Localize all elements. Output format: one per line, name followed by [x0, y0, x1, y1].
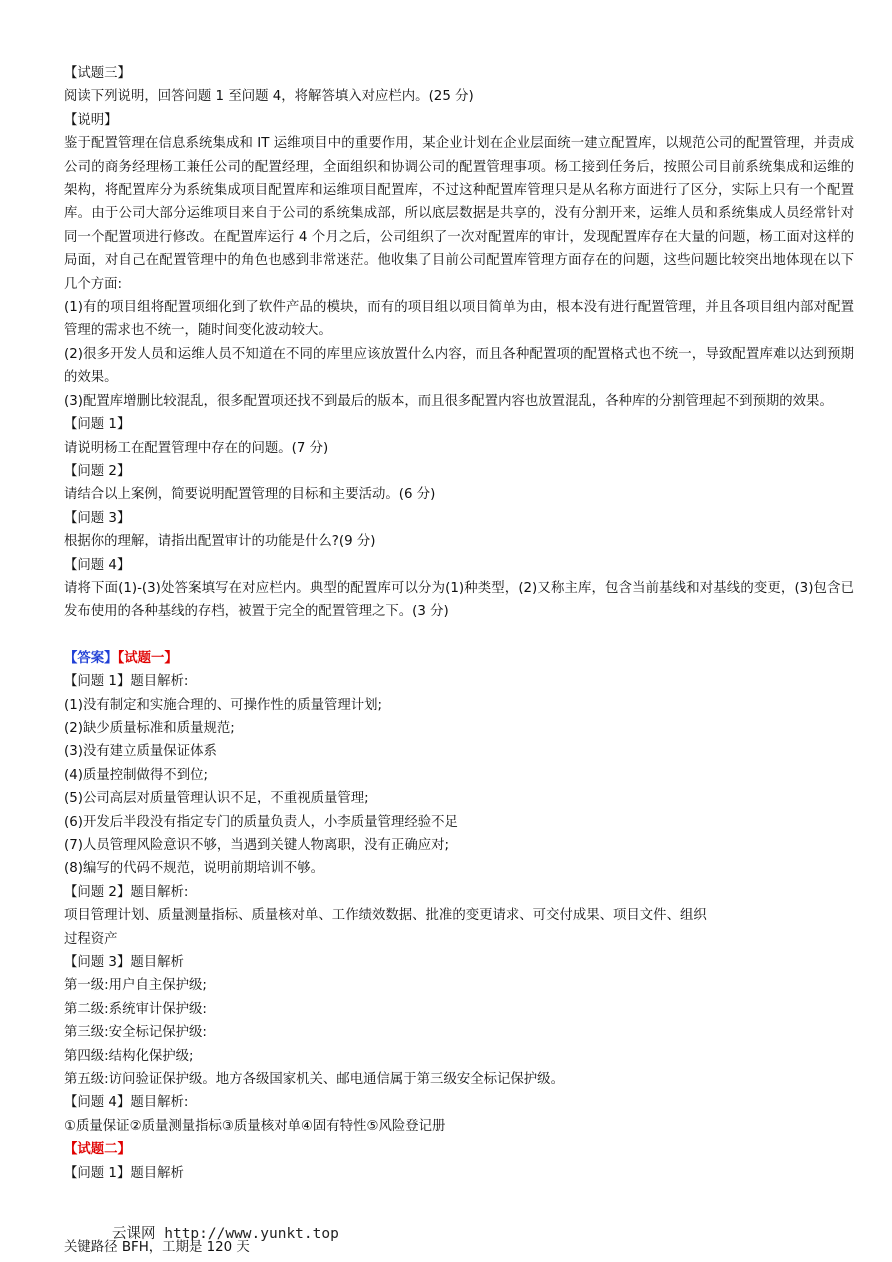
answer-q3-item: 第一级:用户自主保护级;: [64, 978, 207, 994]
answer-q3-item: 第五级:访问验证保护级。地方各级国家机关、邮电通信属于第三级安全标记保护级。: [64, 1072, 564, 1088]
description-text: 鉴于配置管理在信息系统集成和 IT 运维项目中的重要作用，某企业计划在企业层面统一建立配置库，以规范公司的配置管理，并责成公司的商务经理杨工兼任公司的配置经理，全面组织和协调公司的配置管理事项。杨工接到任务后，按照公司目前系统集成和运维的架构，将配置库分为系统集成项目配置库和运维项目配置库，不过这种配置库管理只是从名称方面进行了区分，实际上只有一个配置库。由于公司大部分运维项目来自于公司的系统集成部，所以底层数据是共享的，没有分割开来，运维人员和系统集成人员经常针对同一个配置项进行修改。在配置库运行 4 个月之后，公司组织了一次对配置库的审计，发现配置库存在大量的问题，杨工面对这样的局面，对自己在配置管理中的角色也感到非常迷茫。他收集了目前公司配置库管理方面存在的问题，这些问题比较突出地体现在以下几个方面:: [64, 136, 854, 292]
answer-q3-item: 第四级:结构化保护级;: [64, 1048, 194, 1064]
document-page: [64, 62, 854, 1185]
answer-q1-item: (4)质量控制做得不到位;: [64, 767, 208, 783]
answer-q4-text: ①质量保证②质量测量指标③质量核对单④固有特性⑤风险登记册: [64, 1118, 446, 1134]
q3-text: 根据你的理解，请指出配置审计的功能是什么?(9 分): [64, 534, 376, 550]
answer-q1-item: (5)公司高层对质量管理认识不足，不重视质量管理;: [64, 791, 369, 807]
section1-label: 【试题一】: [117, 650, 178, 666]
answer-q3-header: 【问题 3】题目解析: [64, 955, 184, 971]
section2-q1-header: 【问题 1】题目解析: [64, 1165, 184, 1181]
question3-title: 【试题三】: [64, 66, 131, 81]
section2-q1-text: 关键路径 BFH，工期是 120 天: [64, 1240, 250, 1255]
q2-label: 【问题 2】: [64, 463, 131, 479]
section-gap: [64, 624, 854, 647]
answer-q1-header: 【问题 1】题目解析:: [64, 674, 189, 690]
answer-q3-item: 第三级:安全标记保护级:: [64, 1025, 207, 1041]
answer-heading: [64, 647, 854, 670]
watermark: 云课网 http://www.yunkt.top: [112, 1226, 339, 1242]
issue-3: (3)配置库增删比较混乱，很多配置项还找不到最后的版本，而且很多配置内容也放置混乱，各种库的分割管理起不到预期的效果。: [64, 393, 833, 409]
answer-q1-item: (7)人员管理风险意识不够，当遇到关键人物离职，没有正确应对;: [64, 838, 450, 853]
issue-2: (2)很多开发人员和运维人员不知道在不同的库里应该放置什么内容，而且各种配置项的配置格式也不统一，导致配置库难以达到预期的效果。: [64, 346, 854, 386]
answer-label: 【答案】: [64, 650, 118, 666]
question3-instruction: 阅读下列说明，回答问题 1 至问题 4，将解答填入对应栏内。(25 分): [64, 89, 474, 105]
q3-label: 【问题 3】: [64, 510, 131, 526]
q2-text: 请结合以上案例，简要说明配置管理的目标和主要活动。(6 分): [64, 487, 436, 503]
answer-q2-line2: 过程资产: [64, 931, 118, 947]
q4-text: 请将下面(1)-(3)处答案填写在对应栏内。典型的配置库可以分为(1)种类型，(2)又称主库，包含当前基线和对基线的变更，(3)包含已发布使用的各种基线的存档，被置于完全的配置管理之下。(3 分): [64, 580, 854, 620]
section2-label: 【试题二】: [64, 1142, 131, 1158]
q4-label: 【问题 4】: [64, 557, 131, 573]
q1-label: 【问题 1】: [64, 417, 131, 433]
answer-q1-item: (3)没有建立质量保证体系: [64, 744, 217, 760]
answer-q1-item: (6)开发后半段没有指定专门的质量负责人，小李质量管理经验不足: [64, 814, 458, 830]
answer-q1-item: (8)编写的代码不规范，说明前期培训不够。: [64, 861, 324, 877]
answer-q2-header: 【问题 2】题目解析:: [64, 884, 189, 900]
answer-q3-item: 第二级:系统审计保护级:: [64, 1001, 207, 1017]
issue-1: (1)有的项目组将配置项细化到了软件产品的模块，而有的项目组以项目简单为由，根本没有进行配置管理，并且各项目组内部对配置管理的需求也不统一，随时间变化波动较大。: [64, 300, 854, 339]
description-label: 【说明】: [64, 112, 118, 128]
q1-text: 请说明杨工在配置管理中存在的问题。(7 分): [64, 440, 329, 456]
answer-q4-header: 【问题 4】题目解析:: [64, 1095, 189, 1111]
answer-q2-line1: 项目管理计划、质量测量指标、质量核对单、工作绩效数据、批准的变更请求、可交付成果、项目文件、组织: [64, 908, 707, 924]
answer-q1-item: (1)没有制定和实施合理的、可操作性的质量管理计划;: [64, 697, 383, 713]
answer-q1-item: (2)缺少质量标准和质量规范;: [64, 720, 235, 736]
